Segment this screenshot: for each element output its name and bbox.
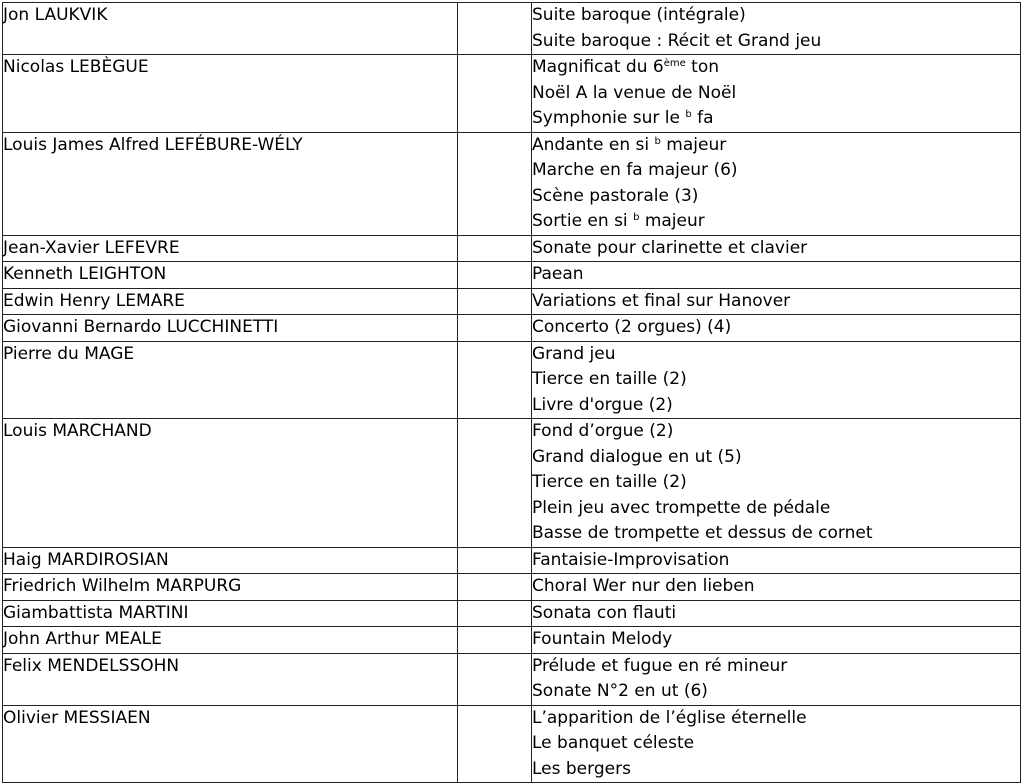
- works-cell: [532, 315, 1021, 342]
- work-title-text: Les bergers: [532, 758, 631, 779]
- color-code-cell: [458, 132, 532, 235]
- table-row: [3, 262, 1021, 289]
- work-title: [532, 445, 1020, 471]
- color-code-cell: [458, 55, 532, 133]
- work-title-text: Scène pastorale (3): [532, 185, 699, 206]
- work-title: [532, 55, 1020, 81]
- work-title: [532, 262, 1020, 288]
- color-code-cell: [458, 288, 532, 315]
- table-row: [3, 574, 1021, 601]
- composer-name: Felix MENDELSSOHN: [3, 653, 458, 705]
- table-row: [3, 600, 1021, 627]
- work-title: [532, 236, 1020, 262]
- table-row: [3, 55, 1021, 133]
- work-title-text: Fond d’orgue (2): [532, 421, 674, 441]
- color-code-cell: [458, 3, 532, 55]
- color-code-cell: [458, 235, 532, 262]
- work-title-text: Noël A la venue de Noël: [532, 82, 737, 103]
- work-title-text: Grand dialogue en ut (5): [532, 446, 742, 467]
- work-title: [532, 3, 1020, 29]
- composer-name: Giambattista MARTINI: [3, 600, 458, 627]
- work-title: [532, 367, 1020, 393]
- composer-name: Olivier MESSIAEN: [3, 705, 458, 783]
- works-cell: [532, 235, 1021, 262]
- works-cell: [532, 705, 1021, 783]
- works-cell: [532, 653, 1021, 705]
- color-code-cell: [458, 705, 532, 783]
- work-title: [532, 184, 1020, 210]
- work-title-text: Tierce en taille (2): [532, 369, 687, 389]
- works-cell: [532, 132, 1021, 235]
- composer-name: Louis James Alfred LEFÉBURE-WÉLY: [3, 132, 458, 235]
- work-title-suffix: fa: [691, 108, 714, 128]
- work-title-superscript: b: [633, 212, 640, 223]
- work-title: [532, 601, 1020, 627]
- work-title: [532, 133, 1020, 159]
- color-code-cell: [458, 262, 532, 289]
- works-cell: [532, 600, 1021, 627]
- color-code-cell: [458, 600, 532, 627]
- table-row: [3, 315, 1021, 342]
- works-cell: [532, 262, 1021, 289]
- composer-name: Giovanni Bernardo LUCCHINETTI: [3, 315, 458, 342]
- color-code-cell: [458, 574, 532, 601]
- work-title-text: Grand jeu: [532, 343, 616, 364]
- table-row: [3, 288, 1021, 315]
- work-title: [532, 315, 1020, 341]
- work-title: [532, 548, 1020, 574]
- works-cell: [532, 341, 1021, 419]
- color-code-cell: [458, 627, 532, 654]
- work-title-text: Le banquet céleste: [532, 733, 695, 753]
- table-row: [3, 627, 1021, 654]
- work-title-suffix: majeur: [639, 211, 705, 231]
- work-title: [532, 627, 1020, 653]
- work-title: [532, 679, 1020, 705]
- works-cell: [532, 547, 1021, 574]
- work-title-text: Sonate pour clarinette et clavier: [532, 237, 808, 258]
- work-title: [532, 706, 1020, 732]
- work-title-text: Choral Wer nur den lieben: [532, 576, 755, 596]
- work-title-text: Basse de trompette et dessus de cornet: [532, 523, 873, 543]
- work-title-text: Sortie en si: [532, 211, 634, 231]
- work-title: [532, 209, 1020, 235]
- work-title: [532, 158, 1020, 184]
- work-title: [532, 496, 1020, 522]
- work-title: [532, 29, 1020, 55]
- table-row: [3, 547, 1021, 574]
- work-title: [532, 81, 1020, 107]
- table-row: [3, 235, 1021, 262]
- work-title: [532, 731, 1020, 757]
- work-title-text: Sonate N°2 en ut (6): [532, 681, 708, 701]
- work-title-text: Variations et final sur Hanover: [532, 290, 791, 311]
- work-title-text: Plein jeu avec trompette de pédale: [532, 497, 831, 518]
- work-title-text: Prélude et fugue en ré mineur: [532, 655, 788, 676]
- works-cell: [532, 55, 1021, 133]
- composer-name: Louis MARCHAND: [3, 419, 458, 548]
- work-title-superscript: ème: [663, 58, 686, 69]
- work-title-text: Livre d'orgue (2): [532, 394, 673, 415]
- works-cell: [532, 627, 1021, 654]
- table-row: [3, 3, 1021, 55]
- work-title: [532, 106, 1020, 132]
- table-row: [3, 653, 1021, 705]
- work-title: [532, 289, 1020, 315]
- works-cell: [532, 3, 1021, 55]
- composer-name: Jean-Xavier LEFEVRE: [3, 235, 458, 262]
- work-title-superscript: b: [654, 135, 661, 147]
- work-title-text: L’apparition de l’église éternelle: [532, 707, 807, 728]
- work-title: [532, 757, 1020, 783]
- work-title-text: Sonata con flauti: [532, 602, 677, 623]
- works-cell: [532, 419, 1021, 548]
- work-title-text: Suite baroque (intégrale): [532, 5, 746, 25]
- table-row: [3, 341, 1021, 419]
- composer-name: Edwin Henry LEMARE: [3, 288, 458, 315]
- table-row: [3, 419, 1021, 548]
- color-code-cell: [458, 653, 532, 705]
- work-title-text: Andante en si: [532, 134, 655, 155]
- composer-name: Kenneth LEIGHTON: [3, 262, 458, 289]
- work-title: [532, 393, 1020, 419]
- color-code-cell: [458, 419, 532, 548]
- works-cell: [532, 574, 1021, 601]
- repertoire-table: [2, 2, 1021, 783]
- composer-name: Friedrich Wilhelm MARPURG: [3, 574, 458, 601]
- composer-name: Jon LAUKVIK: [3, 3, 458, 55]
- color-code-cell: [458, 547, 532, 574]
- work-title: [532, 654, 1020, 680]
- work-title-text: Fantaisie-Improvisation: [532, 549, 730, 570]
- work-title-text: Concerto (2 orgues) (4): [532, 317, 732, 337]
- work-title-suffix: ton: [685, 57, 719, 77]
- works-cell: [532, 288, 1021, 315]
- work-title: [532, 521, 1020, 547]
- work-title-text: Paean: [532, 264, 584, 284]
- work-title-text: Fountain Melody: [532, 629, 673, 649]
- work-title: [532, 574, 1020, 600]
- work-title-superscript: b: [685, 109, 692, 120]
- work-title: [532, 419, 1020, 445]
- work-title-text: Symphonie sur le: [532, 108, 686, 128]
- work-title-text: Magnificat du 6: [532, 57, 664, 77]
- table-row: [3, 705, 1021, 783]
- work-title: [532, 470, 1020, 496]
- work-title-suffix: majeur: [660, 134, 727, 155]
- composer-name: John Arthur MEALE: [3, 627, 458, 654]
- composer-name: Pierre du MAGE: [3, 341, 458, 419]
- work-title: [532, 342, 1020, 368]
- color-code-cell: [458, 341, 532, 419]
- composer-name: Nicolas LEBÈGUE: [3, 55, 458, 133]
- work-title-text: Tierce en taille (2): [532, 472, 687, 492]
- repertoire-table-body: [3, 3, 1021, 783]
- table-row: [3, 132, 1021, 235]
- composer-name: Haig MARDIROSIAN: [3, 547, 458, 574]
- color-code-cell: [458, 315, 532, 342]
- work-title-text: Marche en fa majeur (6): [532, 160, 738, 180]
- work-title-text: Suite baroque : Récit et Grand jeu: [532, 30, 822, 51]
